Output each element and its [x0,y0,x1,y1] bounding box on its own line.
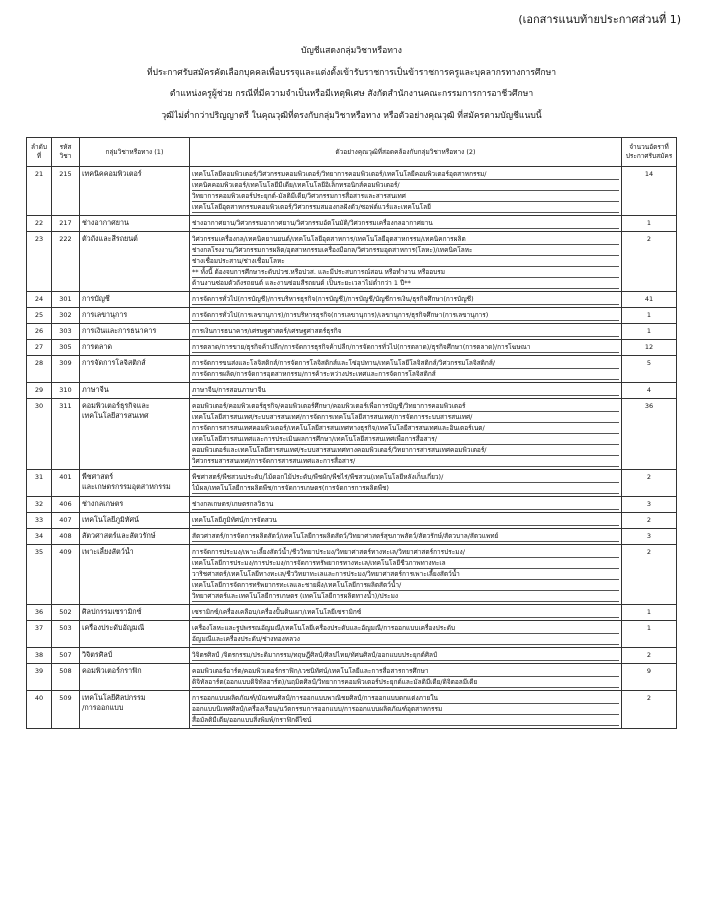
qualification-line: สัตวศาสตร์/การจัดการผลิตสัตว์/เทคโนโลยีการผลิตสัตว์/วิทยาศาสตร์สุขภาพสัตว์/สัตวรักษ์/สัตวบาล/สัตวแพทย์ [192,531,619,542]
table-row [27,529,677,545]
subject-code: 407 [52,513,80,529]
position-count: 2 [622,470,677,497]
subject-group-line: และเกษตรกรรมอุตสาหกรรม [82,482,171,491]
row-number: 36 [27,605,52,621]
table-body [27,167,677,729]
qualification-line: เทคโนโลยีการประมง/การประมง/การจัดการทรัพยากรทางทะเล/เทคโนโลยีชีวภาพทางทะเล [192,558,619,569]
subject-group [80,232,190,292]
subject-group-line: ศิลปกรรมเซรามิกซ์ [82,607,142,616]
title-line-2: ที่ประกาศรับสมัครคัดเลือกบุคคลเพื่อบรรจุและแต่งตั้งเข้ารับราชการเป็นข้าราชการครูและบุคลากรทางการศึกษา [146,68,557,78]
subject-group [80,340,190,356]
table-row [27,545,677,605]
position-count: 1 [622,621,677,648]
subject-group [80,648,190,664]
position-count: 5 [622,356,677,383]
row-number: 39 [27,664,52,691]
subject-group-line: เทคโนโลยีศิลปกรรม [82,693,146,702]
qualification-examples [190,216,622,232]
qualification-line: คอมพิวเตอร์อาร์ต/คอมพิวเตอร์กราฟิก/เวชนิทัศน์/เทคโนโลยีและการสื่อสารการศึกษา [192,666,619,677]
subject-group-line: การตลาด [82,342,113,351]
subject-group [80,383,190,399]
row-number: 23 [27,232,52,292]
subject-group-line: ช่างกลเกษตร [82,499,124,508]
table-row [27,232,677,292]
position-count: 1 [622,216,677,232]
header-count: จำนวนอัตราที่ประกาศรับสมัคร [622,138,677,167]
row-number: 40 [27,691,52,729]
row-number: 24 [27,292,52,308]
qualification-line: ช่างกลเกษตร/เกษตรกลวิธาน [192,499,619,510]
position-count: 41 [622,292,677,308]
qualification-examples [190,605,622,621]
qualification-examples [190,167,622,216]
qualification-line: วิศวกรรมสารสนเทศ/การจัดการสารสนเทศและการสื่อสาร/ [192,456,619,467]
qualification-line: การจัดการประมง/เพาะเลี้ยงสัตว์น้ำ/ชีววิทยาประมง/วิทยาศาสตร์ทางทะเล/วิทยาศาสตร์การประมง/ [192,547,619,558]
subject-group-line: ภาษาจีน [82,385,109,394]
qualification-line: เทคนิคคอมพิวเตอร์/เทคโนโลยีมีเดีย/เทคโนโลยีอิเล็กทรอนิกส์คอมพิวเตอร์/ [192,180,619,191]
table-row [27,167,677,216]
subject-code: 409 [52,545,80,605]
row-number: 21 [27,167,52,216]
position-count: 2 [622,691,677,729]
table-row [27,308,677,324]
qualification-line: เทคโนโลยีสารสนเทศและการประเมินผลการศึกษา/เทคโนโลยีสารสนเทศเพื่อการสื่อสาร/ [192,434,619,445]
row-number: 30 [27,399,52,470]
qualification-line: ภาษาจีน/การสอนภาษาจีน [192,385,619,396]
row-number: 27 [27,340,52,356]
qualification-line: วิทยาการคอมพิวเตอร์ประยุกต์-มัลติมีเดีย/วิศวกรรมการสื่อสารและสารสนเทศ [192,191,619,202]
subject-group [80,621,190,648]
row-number: 26 [27,324,52,340]
subject-code: 310 [52,383,80,399]
subject-group [80,691,190,729]
qualification-line: พืชศาสตร์/พืชสวนประดับ/ไม้ดอกไม้ประดับ/พืชผัก/พืชไร่/พืชสวน(เทคโนโลยีหลังเก็บเกี่ยว)/ [192,472,619,483]
subject-group [80,664,190,691]
row-number: 38 [27,648,52,664]
table-row [27,470,677,497]
position-count: 1 [622,308,677,324]
subject-code: 302 [52,308,80,324]
qualification-line: เทคโนโลยีสารสนเทศ/ระบบสารสนเทศ/การจัดการเทคโนโลยีสารสนเทศ/การจัดการระบบสารสนเทศ/ [192,412,619,423]
qualification-line: สื่อมัลติมีเดีย/ออกแบบสิ่งพิมพ์/กราฟิกดีไซน์ [192,715,619,726]
subject-group-table [26,137,677,729]
qualification-line: วาริชศาสตร์/เทคโนโลยีทางทะเล/ชีววิทยาทะเลและการประมง/วิทยาศาสตร์การเพาะเลี้ยงสัตว์น้ำ [192,569,619,580]
row-number: 35 [27,545,52,605]
subject-code: 215 [52,167,80,216]
table-row [27,292,677,308]
row-number: 33 [27,513,52,529]
row-number: 37 [27,621,52,648]
table-row [27,383,677,399]
qualification-examples [190,529,622,545]
qualification-examples [190,621,622,648]
position-count: 2 [622,232,677,292]
position-count: 9 [622,664,677,691]
position-count: 3 [622,497,677,513]
subject-code: 309 [52,356,80,383]
table-row [27,648,677,664]
header-no: ลำดับที่ [27,138,52,167]
annex-label: (เอกสารแนบท้ายประกาศส่วนที่ 1) [518,13,681,26]
subject-group-line: คอมพิวเตอร์ธุรกิจและ [82,401,150,410]
qualification-line: การตลาด/การขาย/ธุรกิจค้าปลีก/การจัดการธุรกิจค้าปลีก/การจัดการทั่วไป(การตลาด)/ธุรกิจศึกษา(การตลาด)/การโฆษณา [192,342,619,353]
subject-group-line: ตัวถังและสีรถยนต์ [82,234,138,243]
qualification-line: คอมพิวเตอร์และเทคโนโลยีสารสนเทศ/ระบบสารสนเทศทางคอมพิวเตอร์/วิทยาการสารสนเทศคอมพิวเตอร์/ [192,445,619,456]
qualification-line: วิจิตรศิลป์ /จิตรกรรม/ประติมากรรม/ทฤษฎีศิลป์/ศิลปไทย/ทัศนศิลป์/ออกแบบประยุกต์ศิลป์ [192,650,619,661]
subject-group-line: เทคโนโลยีภูมิทัศน์ [82,515,139,524]
qualification-line: ด้านงานซ่อมตัวถังรถยนต์ และงานซ่อมสีรถยนต์ เป็นระยะเวลาไม่ต่ำกว่า 1 ปี** [192,278,619,289]
qualification-line: วิทยาศาสตร์และเทคโนโลยีการเกษตร (เทคโนโลยีการผลิตทางน้ำ)/ประมง [192,591,619,602]
qualification-line: วิศวกรรมเครื่องกล/เทคนิคยานยนต์/เทคโนโลยีอุตสาหการ/เทคโนโลยีอุตสาหกรรม/เทคนิคการผลิต [192,234,619,245]
qualification-examples [190,648,622,664]
qualification-line: การจัดการสารสนเทศคอมพิวเตอร์/เทคโนโลยีสารสนเทศทางธุรกิจ/เทคโนโลยีสารสนเทศและอินเตอร์เนต/ [192,423,619,434]
qualification-line: ออกแบบนิเทศศิลป์/เครื่องเรือน/นวัตกรรมการออกแบบ/การออกแบบผลิตภัณฑ์อุตสาหกรรม [192,704,619,715]
subject-group-line: ช่างอากาศยาน [82,218,129,227]
table-row [27,691,677,729]
table-row [27,399,677,470]
subject-group [80,470,190,497]
subject-group [80,605,190,621]
qualification-line: เซรามิกซ์/เครื่องเคลือบ/เครื่องปั้นดินเผา/เทคโนโลยีเซรามิกซ์ [192,607,619,618]
subject-code: 401 [52,470,80,497]
subject-group [80,324,190,340]
qualification-examples [190,545,622,605]
subject-group-line: การเงินและการธนาคาร [82,326,157,335]
subject-code: 311 [52,399,80,470]
qualification-line: ** ทั้งนี้ ต้องจบการศึกษาระดับปวช.หรือปวส. และมีประสบการณ์สอน หรือทำงาน หรืออบรม [192,267,619,278]
row-number: 29 [27,383,52,399]
qualification-line: อัญมณีและเครื่องประดับ/ช่างทองหลวง [192,634,619,645]
qualification-line: การออกแบบผลิตภัณฑ์/มัณฑนศิลป์/การออกแบบพาณิชยศิลป์/การออกแบบตกแต่งภายใน [192,693,619,704]
position-count: 3 [622,529,677,545]
subject-group-line: /การออกแบบ [82,703,124,712]
subject-code: 408 [52,529,80,545]
row-number: 25 [27,308,52,324]
position-count: 14 [622,167,677,216]
subject-group-line: วิจิตรศิลป์ [82,650,113,659]
qualification-line: เครื่องโลหะและรูปพรรณอัญมณี/เทคโนโลยีเครื่องประดับและอัญมณี/การออกแบบเครื่องประดับ [192,623,619,634]
qualification-line: ช่างอากาศยาน/วิศวกรรมอากาศยาน/วิศวกรรมอัตโนมัติ/วิศวกรรมเครื่องกลอากาศยาน [192,218,619,229]
table-row [27,216,677,232]
table-row [27,605,677,621]
title-line-4: วุฒิไม่ต่ำกว่าปริญญาตรี ในคุณวุฒิที่ตรงกับกลุ่มวิชาหรือทาง หรือตัวอย่างคุณวุฒิ ที่สมัครตามบัญชีแนบนี้ [161,111,542,121]
subject-group-line: เพาะเลี้ยงสัตว์น้ำ [82,547,134,556]
table-row [27,621,677,648]
row-number: 32 [27,497,52,513]
qualification-line: การจัดการทั่วไป(การบัญชี)/การบริหารธุรกิจ(การบัญชี)/การบัญชี/บัญชีการเงิน/ธุรกิจศึกษา(การบัญชี) [192,294,619,305]
qualification-line: เทคโนโลยีคอมพิวเตอร์/วิศวกรรมคอมพิวเตอร์/วิทยาการคอมพิวเตอร์/เทคโนโลยีคอมพิวเตอร์อุตสาหกรรม/ [192,169,619,180]
row-number: 31 [27,470,52,497]
position-count: 12 [622,340,677,356]
subject-group [80,545,190,605]
subject-group [80,356,190,383]
subject-group-line: การบัญชี [82,294,110,303]
qualification-line: การเงินการธนาคาร/เศรษฐศาสตร์/เศรษฐศาสตร์ธุรกิจ [192,326,619,337]
subject-group-line: เทคนิคคอมพิวเตอร์ [82,169,142,178]
qualification-line: ไม้ผล/เทคโนโลยีการผลิตพืช/การจัดการเกษตร(การจัดการการผลิตพืช) [192,483,619,494]
title-line-3: ตำแหน่งครูผู้ช่วย กรณีที่มีความจำเป็นหรือมีเหตุพิเศษ สังกัดสำนักงานคณะกรรมการการอาชีวศึกษา [169,89,534,99]
subject-group [80,308,190,324]
position-count: 2 [622,513,677,529]
qualification-line: ช่างเชื่อมประสาน/ช่างเชื่อมโลหะ [192,256,619,267]
subject-group-line: สัตวศาสตร์และสัตวรักษ์ [82,531,156,540]
subject-group [80,497,190,513]
qualification-examples [190,513,622,529]
qualification-examples [190,664,622,691]
subject-code: 502 [52,605,80,621]
subject-group-line: คอมพิวเตอร์กราฟิก [82,666,142,675]
subject-group-line: เครื่องประดับอัญมณี [82,623,145,632]
position-count: 1 [622,324,677,340]
subject-code: 508 [52,664,80,691]
subject-code: 509 [52,691,80,729]
table-row [27,340,677,356]
qualification-examples [190,383,622,399]
table-row [27,324,677,340]
table-header-row [27,138,677,167]
subject-group [80,529,190,545]
qualification-line: การจัดการขนส่งและโลจิสติกส์/การจัดการโลจิสติกส์และโซ่อุปทาน/เทคโนโลยีโลจิสติกส์/วิศวกรรมโลจิสติกส์/ [192,358,619,369]
subject-group [80,399,190,470]
position-count: 2 [622,545,677,605]
qualification-examples [190,292,622,308]
subject-code: 303 [52,324,80,340]
position-count: 36 [622,399,677,470]
qualification-examples [190,356,622,383]
qualification-line: ดิจิทัลอาร์ต(ออกแบบดิจิทัลอาร์ต)/นฤมิตศิลป์/วิทยาการคอมพิวเตอร์ประยุกต์และมัลติมีเดีย/ดิจิตอลมีเดีย [192,677,619,688]
position-count: 2 [622,648,677,664]
table-row [27,497,677,513]
qualification-examples [190,691,622,729]
qualification-line: การจัดการผลิต/การจัดการอุตสาหกรรม/การค้าระหว่างประเทศและการจัดการโลจิสติกส์ [192,369,619,380]
subject-group-line: การเลขานุการ [82,310,128,319]
table-row [27,513,677,529]
subject-code: 503 [52,621,80,648]
subject-group [80,513,190,529]
qualification-line: เทคโนโลยีการจัดการทรัพยากรทะเลและชายฝั่ง/เทคโนโลยีการผลิตสัตว์น้ำ/ [192,580,619,591]
qualification-line: เทคโนโลยีอุตสาหกรรมคอมพิวเตอร์/วิศวกรรมสมองกลฝังตัว/ซอฟต์แวร์และเทคโนโลยี [192,202,619,213]
title-line-1: บัญชีแสดงกลุ่มวิชาหรือทาง [301,46,402,56]
subject-code: 222 [52,232,80,292]
qualification-examples [190,340,622,356]
header-group: กลุ่มวิชาหรือทาง (1) [80,138,190,167]
table-row [27,664,677,691]
row-number: 28 [27,356,52,383]
position-count: 4 [622,383,677,399]
row-number: 34 [27,529,52,545]
subject-group-line: เทคโนโลยีสารสนเทศ [82,411,149,420]
qualification-line: การจัดการทั่วไป(การเลขานุการ)/การบริหารธุรกิจ(การเลขานุการ)/เลขานุการ/ธุรกิจศึกษา(การเลขานุการ) [192,310,619,321]
subject-code: 301 [52,292,80,308]
subject-group [80,216,190,232]
qualification-examples [190,232,622,292]
position-count: 1 [622,605,677,621]
qualification-line: เทคโนโลยีภูมิทัศน์/การจัดสวน [192,515,619,526]
qualification-line: คอมพิวเตอร์/คอมพิวเตอร์ธุรกิจ/คอมพิวเตอร์ศึกษา/คอมพิวเตอร์เพื่อการบัญชี/วิทยาการคอมพิวเตอร์ [192,401,619,412]
qualification-examples [190,470,622,497]
header-examples: ตัวอย่างคุณวุฒิที่สอดคล้องกับกลุ่มวิชาหรือทาง (2) [190,138,622,167]
subject-code: 305 [52,340,80,356]
subject-group [80,167,190,216]
qualification-examples [190,324,622,340]
row-number: 22 [27,216,52,232]
subject-code: 217 [52,216,80,232]
subject-group [80,292,190,308]
qualification-examples [190,399,622,470]
header-code: รหัสวิชา [52,138,80,167]
subject-group-line: พืชศาสตร์ [82,472,114,481]
subject-group-line: การจัดการโลจิสติกส์ [82,358,146,367]
qualification-line: ช่างกลโรงงาน/วิศวกรรมการผลิต/อุตสาหกรรมเครื่องมือกล/วิศวกรรมอุตสาหการ(โลหะ)/เทคนิคโลหะ [192,245,619,256]
qualification-examples [190,497,622,513]
subject-code: 406 [52,497,80,513]
subject-code: 507 [52,648,80,664]
table-row [27,356,677,383]
qualification-examples [190,308,622,324]
